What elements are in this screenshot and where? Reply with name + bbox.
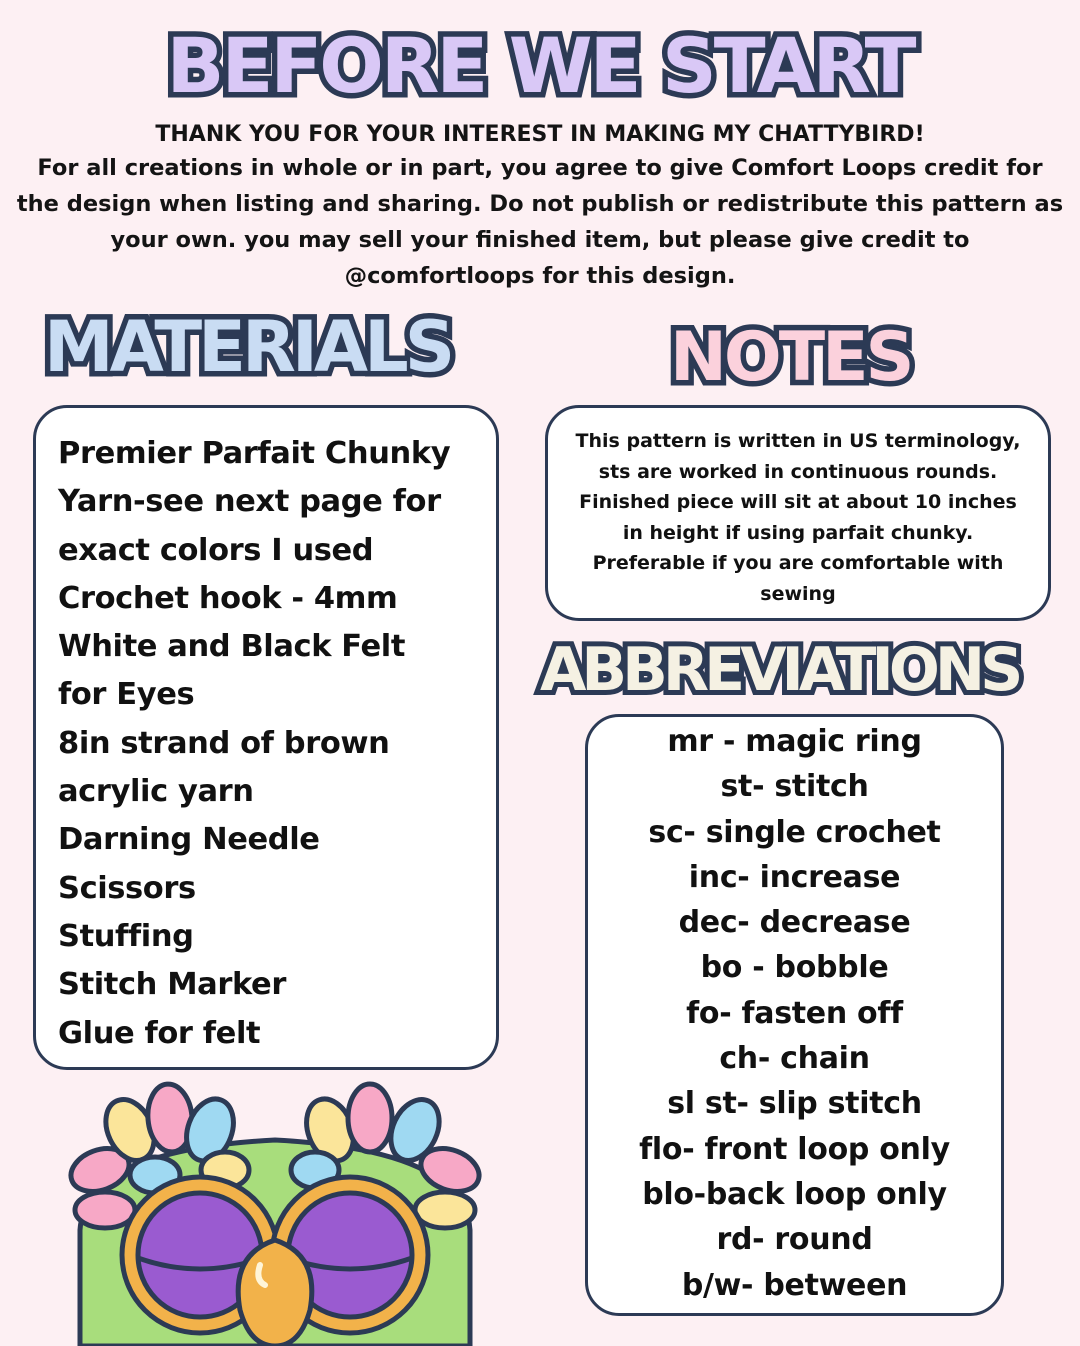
credit-terms: For all creations in whole or in part, you agree to give Comfort Loops credit for the design when listing and sharing. Do not publish or redistribute this pattern as your own. you may sell your finished item, but please give credit to @comfortloops for this design.	[16, 155, 1064, 289]
materials-item: Premier Parfait Chunky	[58, 436, 451, 471]
thank-you-line: THANK YOU FOR YOUR INTEREST IN MAKING MY CHATTYBIRD!	[155, 122, 925, 147]
page-title: BEFORE WE START	[166, 21, 914, 110]
abbreviation-item: sl st- slip stitch	[667, 1086, 922, 1122]
notes-heading: NOTES	[670, 318, 912, 397]
materials-item: Stuffing	[58, 918, 194, 954]
materials-item: for Eyes	[58, 677, 195, 713]
materials-item: 8in strand of brown	[58, 725, 390, 761]
abbreviation-item: rd- round	[716, 1222, 873, 1258]
abbreviation-item: st- stitch	[720, 769, 869, 805]
abbreviation-item: bo - bobble	[700, 950, 889, 986]
intro-text	[14, 120, 1066, 294]
materials-item: exact colors I used	[58, 532, 374, 568]
abbreviations-heading: ABBREVIATIONS	[540, 635, 1019, 705]
materials-list	[58, 430, 486, 1058]
abbreviation-item: inc- increase	[688, 859, 901, 895]
materials-item: Glue for felt	[58, 1015, 261, 1051]
materials-item: Darning Needle	[58, 822, 320, 858]
materials-item: Scissors	[58, 870, 196, 906]
notes-text: This pattern is written in US terminology, sts are worked in continuous rounds. Finished piece will sit at about 10 inches in height if using parfait chunky. Preferable if you are comfortable with sewing	[575, 430, 1021, 605]
abbreviation-item: b/w- between	[681, 1267, 908, 1303]
materials-item: acrylic yarn	[58, 774, 254, 810]
abbreviation-item: mr - magic ring	[667, 724, 922, 759]
materials-item: Crochet hook - 4mm	[58, 580, 398, 616]
materials-heading: MATERIALS	[44, 306, 452, 388]
abbreviation-item: fo- fasten off	[686, 995, 903, 1031]
chattybird-illustration	[60, 1080, 490, 1346]
notes-panel	[545, 405, 1051, 621]
materials-panel	[33, 405, 499, 1070]
materials-item: White and Black Felt	[58, 629, 406, 665]
abbreviation-item: ch- chain	[719, 1041, 870, 1077]
abbreviations-panel	[585, 714, 1004, 1316]
abbreviation-item: dec- decrease	[678, 905, 911, 941]
materials-item: Yarn-see next page for	[58, 484, 441, 520]
abbreviation-item: sc- single crochet	[648, 814, 941, 850]
materials-item: Stitch Marker	[58, 967, 286, 1003]
abbreviation-item: blo-back loop only	[642, 1176, 947, 1212]
abbreviation-item: flo- front loop only	[639, 1131, 950, 1167]
abbreviations-list	[588, 719, 1001, 1308]
